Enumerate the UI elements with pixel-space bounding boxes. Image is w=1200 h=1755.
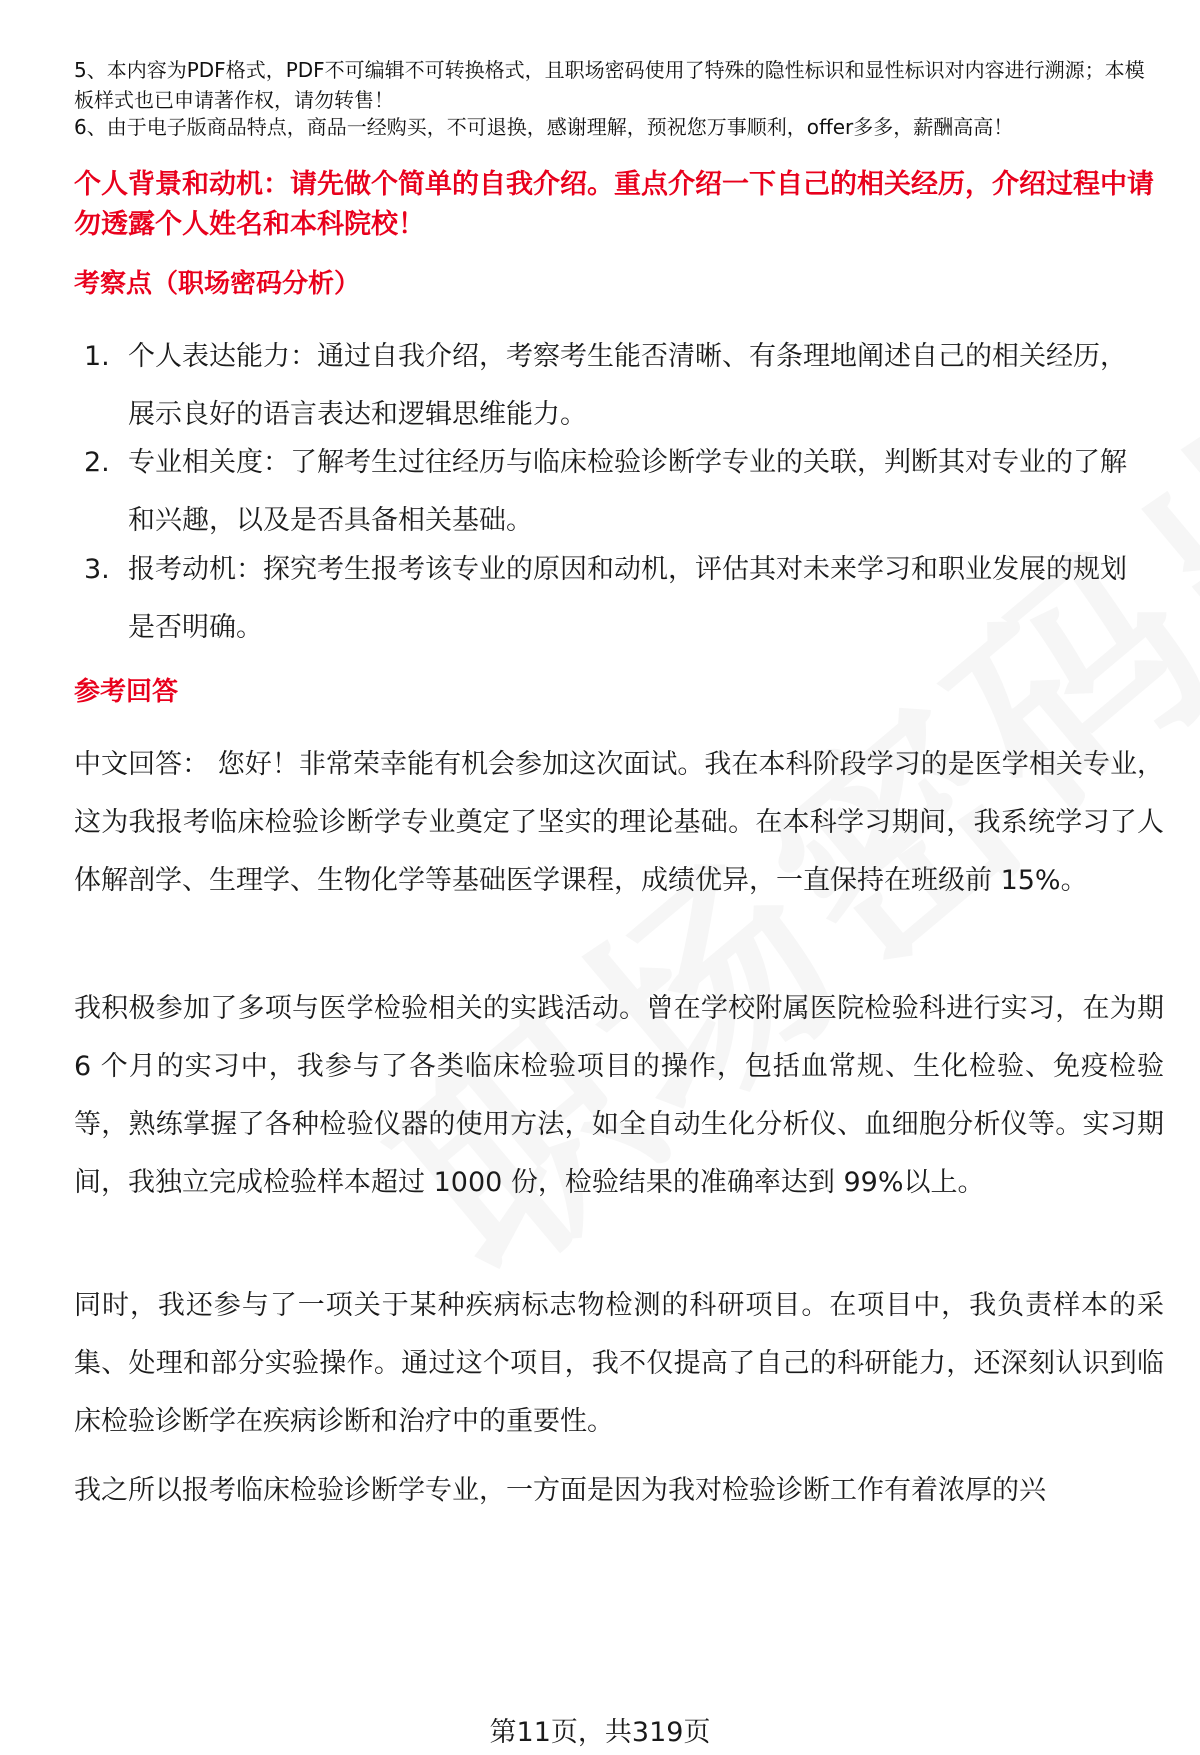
assessment-point: [84, 328, 1144, 444]
page-footer: 第11页，共319页: [489, 1717, 711, 1748]
assessment-point: [84, 541, 1144, 657]
notice-item: 6、由于电子版商品特点，商品一经购买，不可退换，感谢理解，预祝您万事顺利，offer多多，薪酬高高！: [74, 115, 1014, 139]
points-heading: 考察点（职场密码分析）: [74, 269, 361, 299]
answer-paragraph: 我之所以报考临床检验诊断学专业，一方面是因为我对检验诊断工作有着浓厚的兴: [74, 1475, 1046, 1506]
point-text: 专业相关度：了解考生过往经历与临床检验诊断学专业的关联，判断其对专业的了解和兴趣，以及是否具备相关基础。: [128, 447, 1127, 536]
answer-paragraph: 中文回答： 您好！非常荣幸能有机会参加这次面试。我在本科阶段学习的是医学相关专业，这为我报考临床检验诊断学专业奠定了坚实的理论基础。在本科学习期间，我系统学习了人体解剖学、生理学、生物化学等基础医学课程，成绩优异，一直保持在班级前 15%。: [74, 749, 1164, 896]
answer-heading: 参考回答: [74, 677, 179, 707]
answer-paragraph: 我积极参加了多项与医学检验相关的实践活动。曾在学校附属医院检验科进行实习，在为期 6 个月的实习中，我参与了各类临床检验项目的操作，包括血常规、生化检验、免疫检验等，熟练掌握了各种检验仪器的使用方法，如全自动生化分析仪、血细胞分析仪等。实习期间，我独立完成检验样本超过 1000 份，检验结果的准确率达到 99%以上。: [74, 993, 1164, 1198]
point-number: 3.: [84, 554, 110, 585]
question-heading: 个人背景和动机：请先做个简单的自我介绍。重点介绍一下自己的相关经历，介绍过程中请勿透露个人姓名和本科院校！: [74, 169, 1154, 240]
answer-paragraph: 同时，我还参与了一项关于某种疾病标志物检测的科研项目。在项目中，我负责样本的采集、处理和部分实验操作。通过这个项目，我不仅提高了自己的科研能力，还深刻认识到临床检验诊断学在疾病诊断和治疗中的重要性。: [74, 1290, 1164, 1437]
point-text: 个人表达能力：通过自我介绍，考察考生能否清晰、有条理地阐述自己的相关经历，展示良好的语言表达和逻辑思维能力。: [128, 341, 1127, 430]
notice-item: 5、本内容为PDF格式，PDF不可编辑不可转换格式，且职场密码使用了特殊的隐性标识和显性标识对内容进行溯源；本模板样式也已申请著作权，请勿转售！: [74, 58, 1145, 112]
assessment-point: [84, 434, 1144, 550]
point-number: 1.: [84, 341, 110, 372]
point-text: 报考动机：探究考生报考该专业的原因和动机，评估其对未来学习和职业发展的规划是否明确。: [128, 554, 1127, 643]
point-number: 2.: [84, 447, 110, 478]
